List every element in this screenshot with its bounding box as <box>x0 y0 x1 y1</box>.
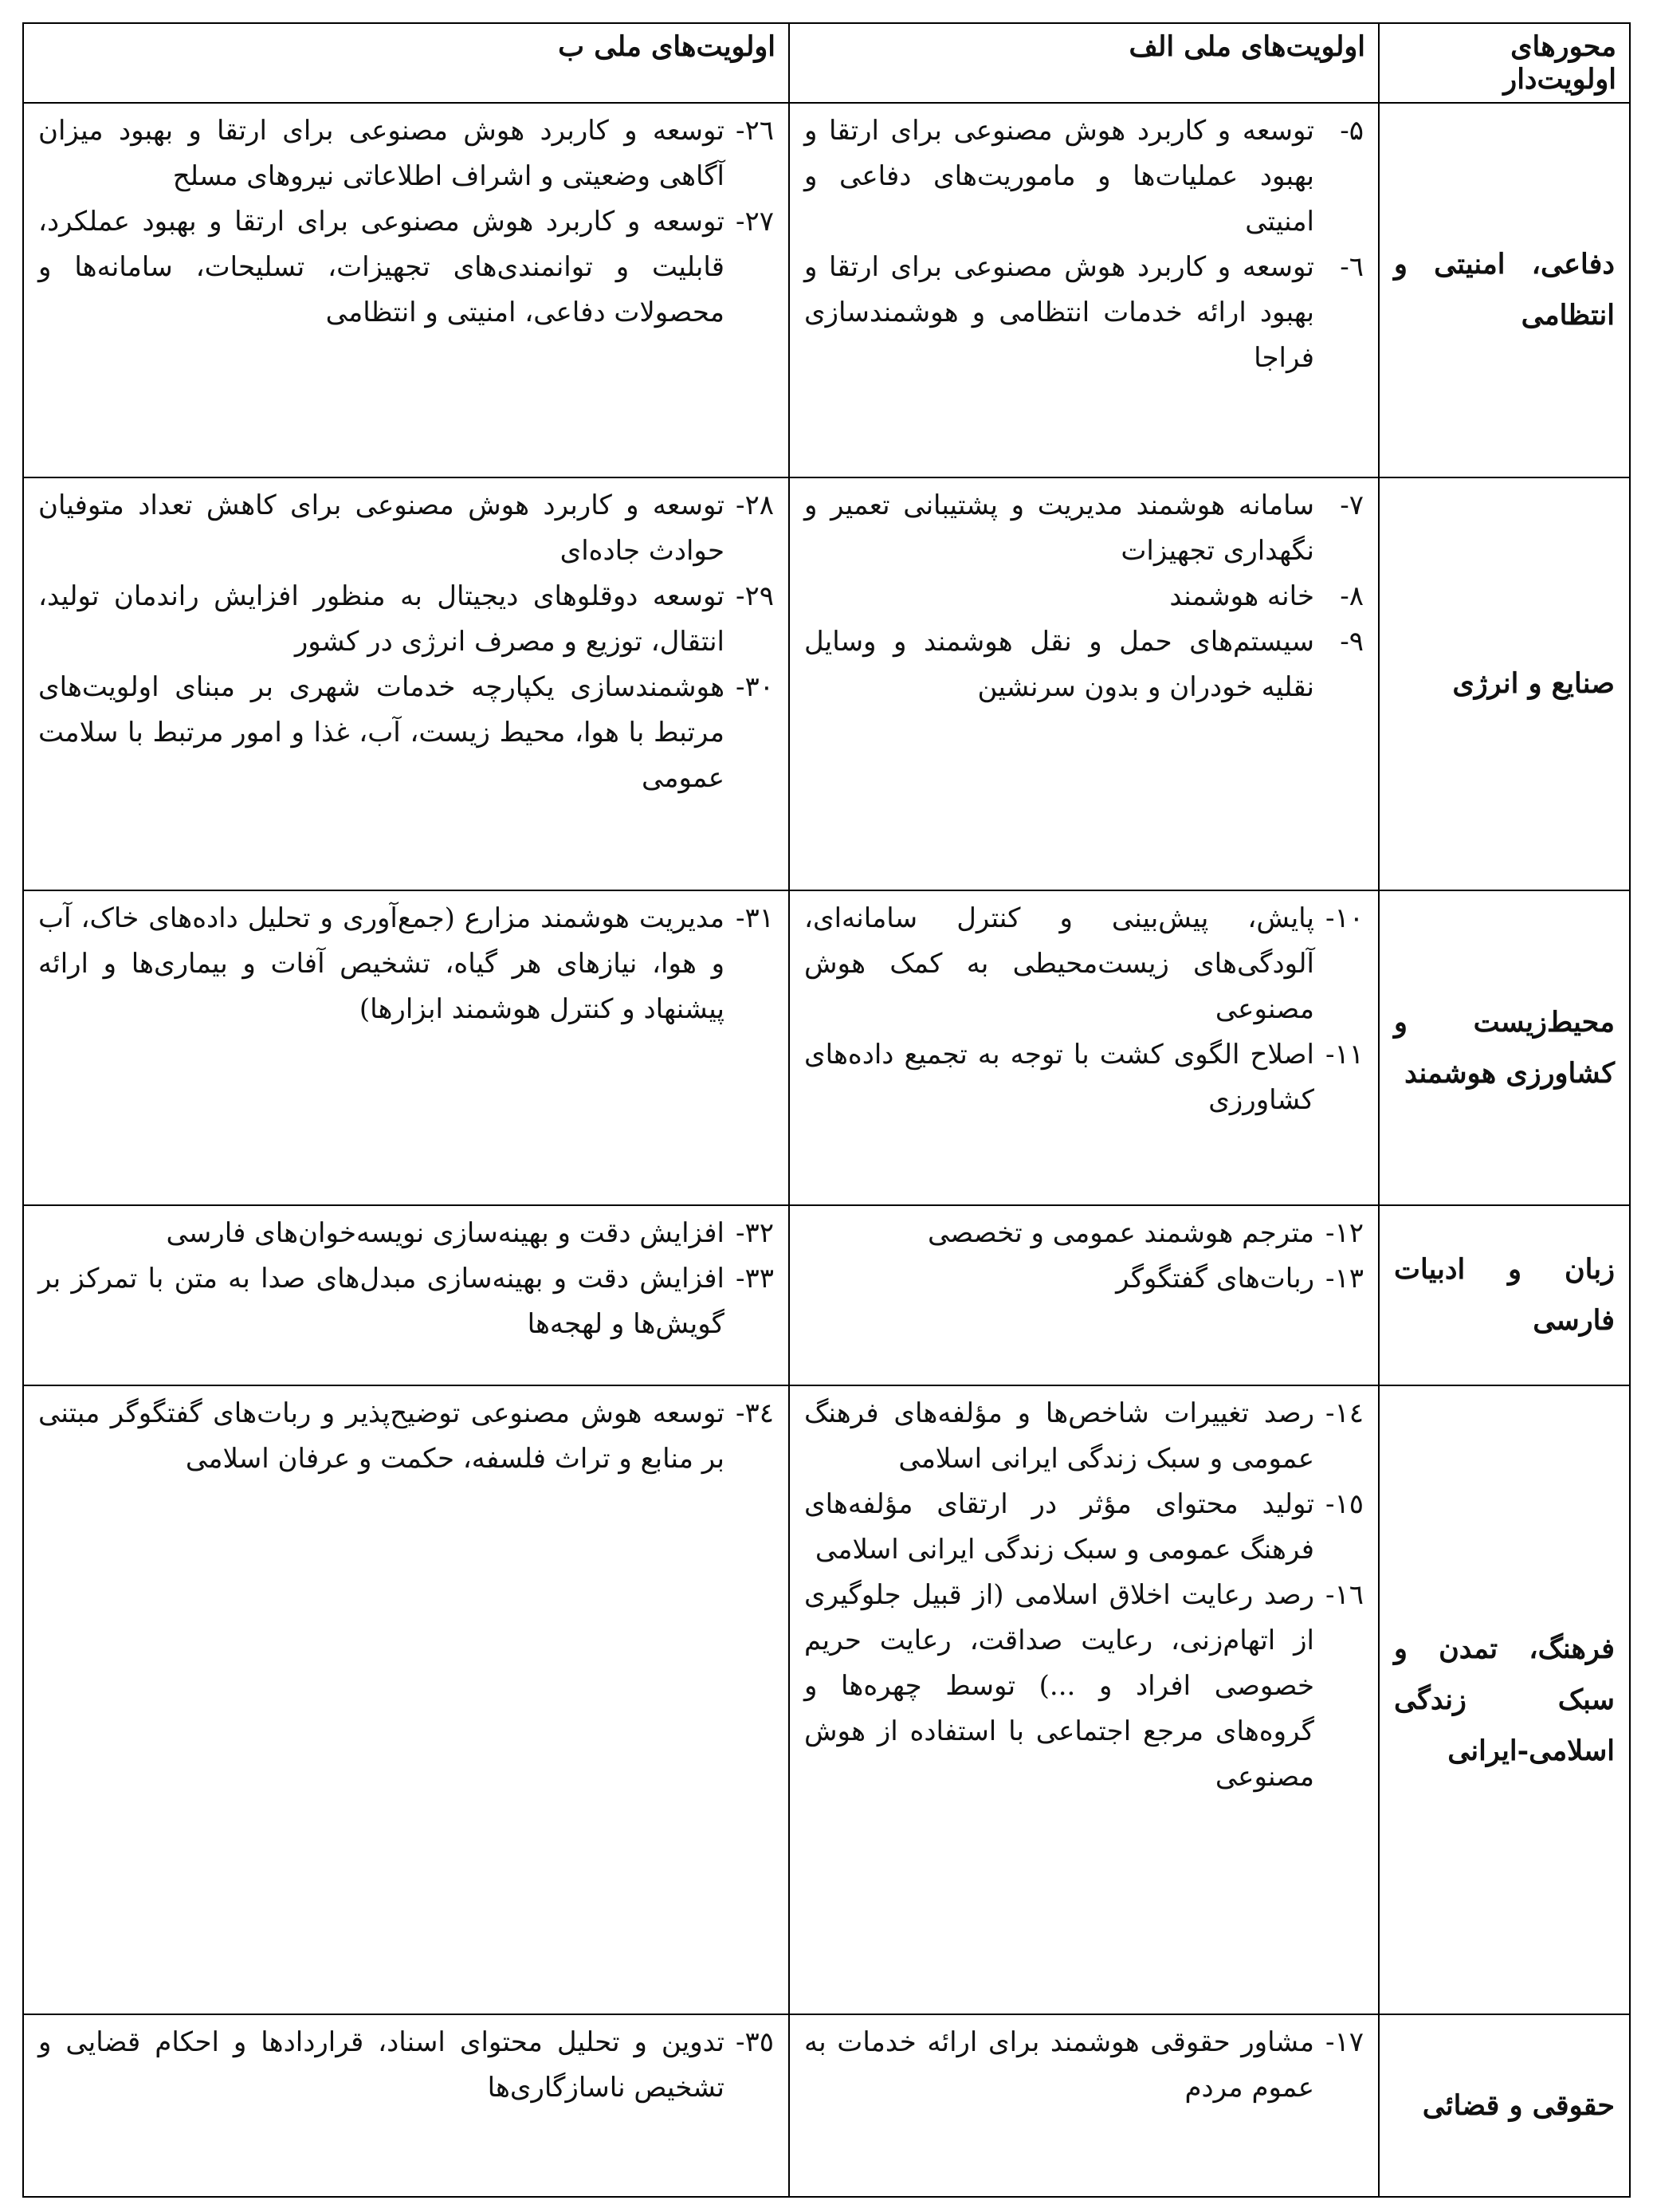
priority-text: رصد تغییرات شاخص‌ها و مؤلفه‌های فرهنگ عمومی و سبک زندگی ایرانی اسلامی <box>804 1397 1314 1475</box>
axis-cell: صنایع و انرژی <box>1379 477 1630 890</box>
priority-text: افزایش دقت و بهینه‌سازی نویسه‌خوان‌های فارسی <box>166 1217 724 1249</box>
priority-item <box>804 619 1364 710</box>
priority-text: مشاور حقوقی هوشمند برای ارائه خدمات به عموم مردم <box>804 2026 1314 2104</box>
priority-text: تولید محتوای مؤثر در ارتقای مؤلفه‌های فرهنگ عمومی و سبک زندگی ایرانی اسلامی <box>804 1488 1314 1566</box>
priority-number: ٩- <box>1340 626 1364 658</box>
priority-number: ١٧- <box>1325 2026 1364 2058</box>
priority-text: توسعه هوش مصنوعی توضیح‌پذیر و ربات‌های گفتگوگر مبتنی بر منابع و تراث فلسفه، حکمت و عرفان اسلامی <box>38 1397 724 1475</box>
priority-number: ٢٧- <box>735 206 774 238</box>
priority-text: توسعه و کاربرد هوش مصنوعی برای ارتقا و بهبود میزان آگاهی وضعیتی و اشراف اطلاعاتی نیروهای مسلح <box>38 115 724 192</box>
priority-text: توسعه و کاربرد هوش مصنوعی برای ارتقا و بهبود عملکرد، قابلیت و توانمندی‌های تجهیزات، تسلیحات، سامانه‌ها و محصولات دفاعی، امنیتی و انتظامی <box>38 206 724 328</box>
axis-cell: محیط‌زیست و کشاورزی هوشمند <box>1379 890 1630 1205</box>
priority-item <box>804 108 1364 245</box>
priority-text: رصد رعایت اخلاق اسلامی (از قبیل جلوگیری از اتهام‌زنی، رعایت صداقت، رعایت حریم خصوصی افراد و ...) توسط چهره‌ها و گروه‌های مرجع اجتماعی با استفاده از هوش مصنوعی <box>804 1579 1314 1793</box>
priorities-alef-cell <box>789 477 1379 890</box>
priority-text: سیستم‌های حمل و نقل هوشمند و وسایل نقلیه خودران و بدون سرنشین <box>804 626 1314 703</box>
priority-number: ٦- <box>1340 251 1364 283</box>
priority-item <box>804 1256 1364 1302</box>
priority-item <box>38 1211 774 1256</box>
priority-item <box>38 1256 774 1347</box>
priority-text: خانه هوشمند <box>1169 580 1314 612</box>
priorities-table <box>22 22 1631 2198</box>
priority-item <box>804 574 1364 619</box>
priority-number: ٣١- <box>735 902 774 934</box>
table-body <box>23 103 1630 2197</box>
table-header-row <box>23 23 1630 103</box>
priority-item <box>38 108 774 199</box>
table-row <box>23 1385 1630 2014</box>
axis-cell: دفاعی، امنیتی و انتظامی <box>1379 103 1630 477</box>
priority-item <box>804 1391 1364 1482</box>
priority-text: توسعه دوقلوهای دیجیتال به منظور افزایش راندمان تولید، انتقال، توزیع و مصرف انرژی در کشور <box>38 580 724 658</box>
priority-text: افزایش دقت و بهینه‌سازی مبدل‌های صدا به متن با تمرکز بر گویش‌ها و لهجه‌ها <box>38 1263 724 1340</box>
priorities-be-cell <box>23 477 789 890</box>
priority-number: ٣٥- <box>735 2026 774 2058</box>
priority-item <box>38 1391 774 1482</box>
priority-item <box>804 483 1364 574</box>
priority-number: ۵- <box>1340 115 1364 147</box>
priority-number: ١١- <box>1325 1039 1364 1071</box>
axis-cell: فرهنگ، تمدن و سبک زندگی اسلامی-ایرانی <box>1379 1385 1630 2014</box>
priority-number: ٢٨- <box>735 489 774 521</box>
priority-number: ٨- <box>1340 580 1364 612</box>
priority-text: توسعه و کاربرد هوش مصنوعی برای ارتقا و بهبود عملیات‌ها و ماموریت‌های دفاعی و امنیتی <box>804 115 1314 238</box>
priority-item <box>804 1032 1364 1123</box>
priorities-alef-cell <box>789 103 1379 477</box>
priority-number: ٢٦- <box>735 115 774 147</box>
axis-cell: حقوقی و قضائی <box>1379 2014 1630 2197</box>
priorities-be-cell <box>23 1205 789 1385</box>
priority-number: ١٣- <box>1325 1263 1364 1295</box>
priority-item <box>38 483 774 574</box>
table-row <box>23 103 1630 477</box>
priorities-be-cell <box>23 103 789 477</box>
priority-number: ٣٢- <box>735 1217 774 1249</box>
priority-item <box>38 574 774 665</box>
header-priorities-alef: اولویت‌های ملی الف <box>789 23 1379 103</box>
axis-cell: زبان و ادبیات فارسی <box>1379 1205 1630 1385</box>
priority-text: توسعه و کاربرد هوش مصنوعی برای کاهش تعداد متوفیان حوادث جاده‌ای <box>38 489 724 567</box>
priority-item <box>804 1211 1364 1256</box>
priorities-be-cell <box>23 2014 789 2197</box>
priority-item <box>804 245 1364 381</box>
priorities-be-cell <box>23 890 789 1205</box>
priority-item <box>38 199 774 336</box>
priority-item <box>804 1573 1364 1800</box>
priority-text: سامانه هوشمند مدیریت و پشتیبانی تعمیر و نگهداری تجهیزات <box>804 489 1314 567</box>
priority-item <box>38 665 774 801</box>
priority-number: ١٦- <box>1325 1579 1364 1611</box>
priority-number: ٣٤- <box>735 1397 774 1429</box>
table-row <box>23 1205 1630 1385</box>
priority-text: ربات‌های گفتگوگر <box>1116 1263 1314 1295</box>
priority-number: ٧- <box>1340 489 1364 521</box>
table-row <box>23 477 1630 890</box>
priorities-alef-cell <box>789 890 1379 1205</box>
header-priorities-be: اولویت‌های ملی ب <box>23 23 789 103</box>
priority-number: ١٠- <box>1325 902 1364 934</box>
priorities-alef-cell <box>789 1205 1379 1385</box>
priority-item <box>804 2020 1364 2111</box>
priorities-alef-cell <box>789 1385 1379 2014</box>
priority-item <box>804 1482 1364 1573</box>
priority-text: توسعه و کاربرد هوش مصنوعی برای ارتقا و بهبود ارائه خدمات انتظامی و هوشمندسازی فراجا <box>804 251 1314 374</box>
priority-number: ٣٣- <box>735 1263 774 1295</box>
priority-number: ١٤- <box>1325 1397 1364 1429</box>
priority-text: هوشمندسازی یکپارچه خدمات شهری بر مبنای اولویت‌های مرتبط با هوا، محیط زیست، آب، غذا و امور مرتبط با سلامت عمومی <box>38 671 724 794</box>
priority-number: ٣٠- <box>735 671 774 703</box>
priority-text: مترجم هوشمند عمومی و تخصصی <box>927 1217 1314 1249</box>
priorities-be-cell <box>23 1385 789 2014</box>
priorities-alef-cell <box>789 2014 1379 2197</box>
priority-text: تدوین و تحلیل محتوای اسناد، قراردادها و احکام قضایی و تشخیص ناسازگاری‌ها <box>38 2026 724 2104</box>
priority-item <box>804 896 1364 1032</box>
table-row <box>23 2014 1630 2197</box>
priority-item <box>38 2020 774 2111</box>
priority-number: ١٥- <box>1325 1488 1364 1520</box>
header-axes: محورهای اولویت‌دار <box>1379 23 1630 103</box>
priority-number: ١٢- <box>1325 1217 1364 1249</box>
priority-number: ٢٩- <box>735 580 774 612</box>
table-row <box>23 890 1630 1205</box>
priority-item <box>38 896 774 1032</box>
priority-text: پایش، پیش‌بینی و کنترل سامانه‌ای، آلودگی‌های زیست‌محیطی به کمک هوش مصنوعی <box>804 902 1314 1025</box>
priority-text: اصلاح الگوی کشت با توجه به تجمیع داده‌های کشاورزی <box>804 1039 1314 1116</box>
priority-text: مدیریت هوشمند مزارع (جمع‌آوری و تحلیل داده‌های خاک، آب و هوا، نیازهای هر گیاه، تشخیص آفات و بیماری‌ها و ارائه پیشنهاد و کنترل هوشمند ابزارها) <box>38 902 724 1025</box>
